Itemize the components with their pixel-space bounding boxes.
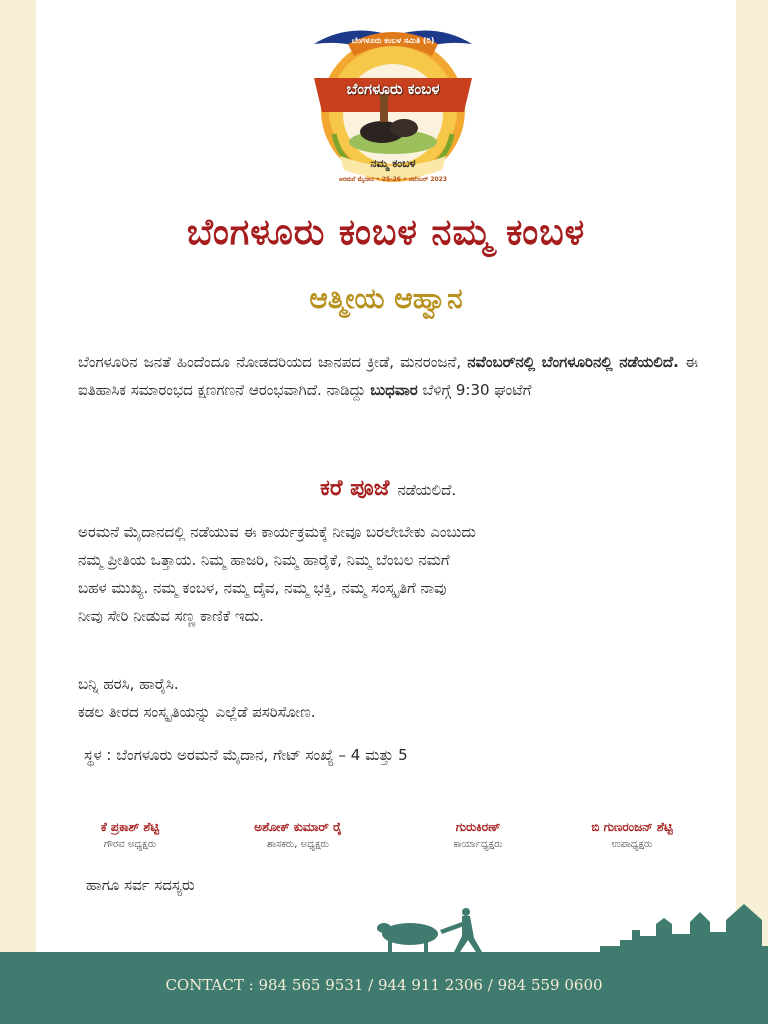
intro-paragraph bbox=[78, 348, 698, 404]
signatory bbox=[218, 820, 378, 850]
intro-part4: ಬುಧವಾರ bbox=[370, 381, 418, 399]
kare-pooja-line bbox=[320, 476, 456, 501]
intro-part1: ಬೆಂಗಳೂರಿನ ಜನತೆ ಹಿಂದೆಂದೂ ನೋಡದರಿಯದ ಜಾನಪದ ಕ್ರೀಡೆ, ಮನರಂಜನೆ, bbox=[78, 353, 468, 371]
body-paragraph bbox=[78, 518, 698, 630]
kambala-palace-silhouette bbox=[0, 900, 768, 954]
logo-date-text: ಅರಮನೆ ಮೈದಾನ • 25-26 • ನವೆಂಬರ್ 2023 bbox=[338, 176, 448, 183]
page-subtitle: ಆತ್ಮೀಯ ಆಹ್ವಾನ bbox=[309, 282, 463, 315]
closing-paragraph bbox=[78, 670, 698, 726]
body-line: ಬಹಳ ಮುಖ್ಯ. ನಮ್ಮ ಕಂಬಳ, ನಮ್ಮ ದೈವ, ನಮ್ಮ ಭಕ್ತಿ, ನಮ್ಮ ಸಂಸ್ಕೃತಿಗೆ ನಾವು bbox=[78, 579, 447, 597]
body-line: ನಮ್ಮ ಪ್ರೀತಿಯ ಒತ್ತಾಯ. ನಿಮ್ಮ ಹಾಜರಿ, ನಿಮ್ಮ ಹಾರೈಕೆ, ನಿಮ್ಮ ಬೆಂಬಲ ನಮಗೆ bbox=[78, 551, 450, 569]
intro-part5: ಬೆಳಿಗ್ಗೆ 9:30 ಘಂಟೆಗೆ bbox=[417, 381, 532, 399]
signatory-role: ಗೌರವ ಅಧ್ಯಕ್ಷರು bbox=[103, 839, 157, 850]
signatory-role: ಕಾರ್ಯಾಧ್ಯಕ್ಷರು bbox=[453, 839, 503, 850]
intro-part3: ಈ ಐತಿಹಾಸಿಕ ಸಮಾರಂಭದ ಕ್ಷಣಗಣನೆ ಆರಂಭವಾಗಿದೆ. ನಾಡಿದ್ದು bbox=[78, 353, 698, 399]
signatory-name: ಗುರುಕಿರಣ್ bbox=[455, 820, 501, 834]
signatory-name: ಅಶೋಕ್ ಕುಮಾರ್ ರೈ bbox=[254, 820, 342, 834]
body-line: ನೀವು ಸೇರಿ ನೀಡುವ ಸಣ್ಣ ಕಾಣಿಕೆ ಇದು. bbox=[78, 607, 264, 625]
logo-main-text: ಬೆಂಗಳೂರು ಕಂಬಳ bbox=[346, 80, 440, 98]
signatory-role: ಉಪಾಧ್ಯಕ್ಷರು bbox=[611, 839, 653, 850]
signatory bbox=[50, 820, 210, 850]
logo-sub-text: ನಮ್ಮ ಕಂಬಳ bbox=[370, 157, 416, 170]
body-line: ಅರಮನೆ ಮೈದಾನದಲ್ಲಿ ನಡೆಯುವ ಈ ಕಾರ್ಯಕ್ರಮಕ್ಕೆ ನೀವೂ ಬರಲೇಬೇಕು ಎಂಬುದು bbox=[78, 523, 476, 541]
closing-line: ಕಡಲ ತೀರದ ಸಂಸ್ಕೃತಿಯನ್ನು ಎಲ್ಲೆಡೆ ಪಸರಿಸೋಣ. bbox=[78, 703, 316, 721]
kare-pooja-rest: ನಡೆಯಲಿದೆ. bbox=[397, 481, 457, 499]
kare-pooja-highlight: ಕರೆ ಪೂಜೆ bbox=[320, 476, 390, 501]
contact-text: CONTACT : 984 565 9531 / 944 911 2306 / 984 559 0600 bbox=[165, 976, 603, 994]
venue-line: ಸ್ಥಳ : ಬೆಂಗಳೂರು ಅರಮನೆ ಮೈದಾನ, ಗೇಟ್ ಸಂಖ್ಯೆ – 4 ಮತ್ತು 5 bbox=[84, 746, 408, 764]
signatory-role: ಶಾಸಕರು, ಅಧ್ಯಕ್ಷರು bbox=[267, 839, 329, 850]
signatory bbox=[398, 820, 558, 850]
page-title: ಬೆಂಗಳೂರು ಕಂಬಳ ನಮ್ಮ ಕಂಬಳ bbox=[186, 212, 586, 253]
closing-line: ಬನ್ನಿ ಹರಸಿ, ಹಾರೈಸಿ. bbox=[78, 675, 179, 693]
members-line: ಹಾಗೂ ಸರ್ವ ಸದಸ್ಯರು bbox=[86, 876, 195, 894]
kambala-logo bbox=[310, 14, 476, 190]
signatory bbox=[552, 820, 712, 850]
logo-top-text: ಬೆಂಗಳೂರು ಕಂಬಳ ಸಮಿತಿ (ರಿ) bbox=[351, 36, 435, 45]
signatory-name: ಕೆ ಪ್ರಕಾಶ್ ಶೆಟ್ಟಿ bbox=[100, 820, 160, 834]
intro-part2: ನವೆಂಬರ್‌ನಲ್ಲಿ ಬೆಂಗಳೂರಿನಲ್ಲಿ ನಡೆಯಲಿದೆ. bbox=[467, 353, 679, 371]
signatory-name: ಬಿ ಗುಣರಂಜನ್ ಶೆಟ್ಟಿ bbox=[591, 820, 673, 834]
footer-bar bbox=[0, 952, 768, 1024]
